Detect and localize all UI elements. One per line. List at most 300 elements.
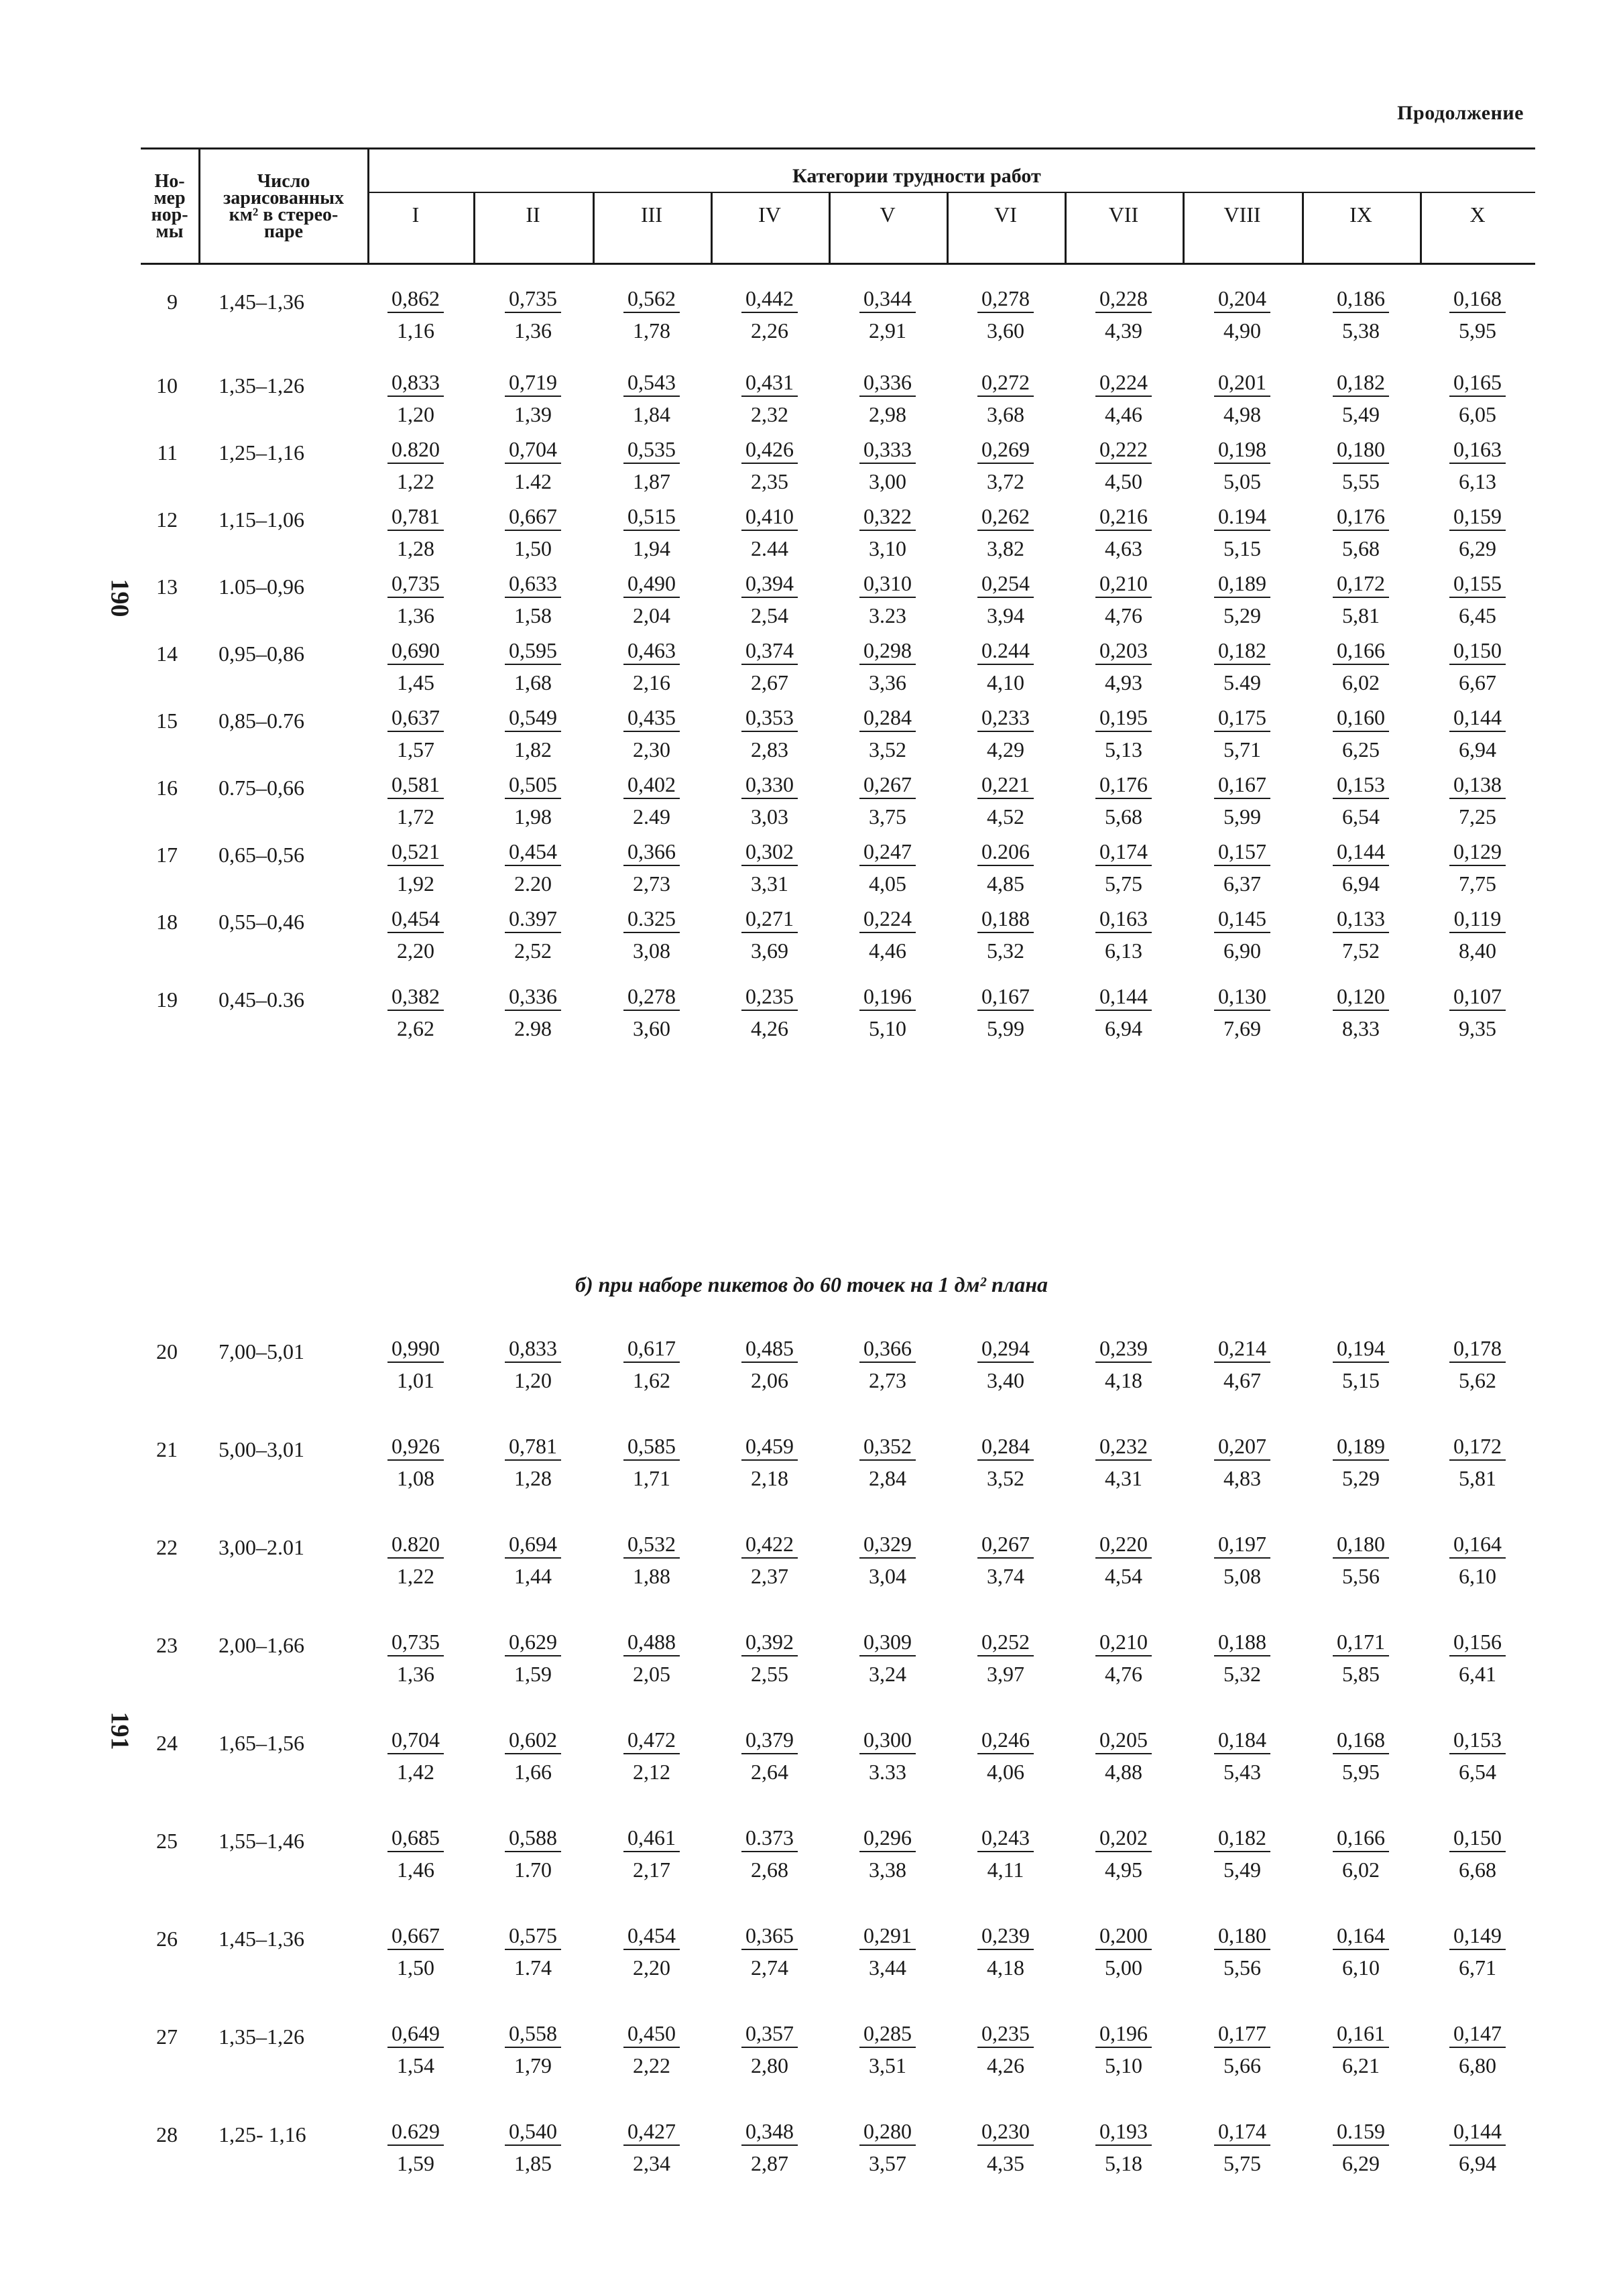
value-fraction bbox=[1195, 840, 1289, 895]
value-fraction bbox=[1077, 1826, 1170, 1881]
value-fraction bbox=[486, 840, 580, 895]
time-norm-value: 0,926 bbox=[392, 1434, 440, 1458]
table-row bbox=[0, 638, 1623, 715]
area-range: 1,45–1,36 bbox=[219, 290, 304, 314]
time-norm-value: 0,427 bbox=[627, 2119, 676, 2143]
output-norm-value: 6,80 bbox=[1459, 2053, 1496, 2077]
time-norm-value: 0,210 bbox=[1099, 1630, 1148, 1654]
output-norm-value: 1,45 bbox=[397, 670, 434, 694]
time-norm-value: 0,147 bbox=[1453, 2021, 1502, 2045]
value-fraction bbox=[1195, 371, 1289, 426]
continuation-label: Продолжение bbox=[1397, 102, 1524, 124]
output-norm-value: 1,54 bbox=[397, 2053, 434, 2077]
time-norm-value: 0,485 bbox=[745, 1336, 794, 1360]
time-norm-value: 0.244 bbox=[981, 638, 1030, 662]
value-fraction bbox=[841, 2120, 935, 2175]
output-norm-value: 5,49 bbox=[1342, 402, 1380, 426]
time-norm-value: 0.820 bbox=[392, 437, 440, 461]
output-norm-value: 1,36 bbox=[397, 1662, 434, 1686]
value-fraction bbox=[486, 773, 580, 828]
output-norm-value: 1,84 bbox=[633, 402, 670, 426]
output-norm-value: 1.42 bbox=[514, 469, 552, 493]
time-norm-value: 0,235 bbox=[745, 984, 794, 1008]
output-norm-value: 4,88 bbox=[1105, 1760, 1142, 1784]
value-fraction bbox=[1077, 1630, 1170, 1685]
area-range: 1,35–1,26 bbox=[219, 373, 304, 398]
output-norm-value: 1,16 bbox=[397, 318, 434, 343]
output-norm-value: 1,50 bbox=[397, 1955, 434, 1980]
output-norm-value: 3,03 bbox=[751, 804, 788, 829]
value-fraction bbox=[486, 572, 580, 627]
value-fraction bbox=[1431, 985, 1524, 1040]
value-fraction bbox=[723, 639, 817, 694]
output-norm-value: 1,58 bbox=[514, 603, 552, 627]
output-norm-value: 3,38 bbox=[869, 1858, 906, 1882]
output-norm-value: 1,39 bbox=[514, 402, 552, 426]
value-fraction bbox=[486, 371, 580, 426]
output-norm-value: 2,68 bbox=[751, 1858, 788, 1882]
time-norm-value: 0,164 bbox=[1337, 1923, 1385, 1947]
time-norm-value: 0,174 bbox=[1218, 2119, 1266, 2143]
value-fraction bbox=[841, 773, 935, 828]
value-fraction bbox=[1195, 985, 1289, 1040]
value-fraction bbox=[1077, 1728, 1170, 1783]
time-norm-value: 0,200 bbox=[1099, 1923, 1148, 1947]
output-norm-value: 1,71 bbox=[633, 1466, 670, 1490]
output-norm-value: 3,97 bbox=[987, 1662, 1024, 1686]
value-fraction bbox=[1077, 1337, 1170, 1392]
value-fraction bbox=[1314, 371, 1408, 426]
value-fraction bbox=[959, 1435, 1053, 1490]
time-norm-value: 0,990 bbox=[392, 1336, 440, 1360]
value-fraction bbox=[369, 1630, 463, 1685]
output-norm-value: 6,41 bbox=[1459, 1662, 1496, 1686]
output-norm-value: 4,98 bbox=[1223, 402, 1261, 426]
output-norm-value: 4,06 bbox=[987, 1760, 1024, 1784]
time-norm-value: 0,120 bbox=[1337, 984, 1385, 1008]
output-norm-value: 3,51 bbox=[869, 2053, 906, 2077]
section-b-title: б) при наборе пикетов до 60 точек на 1 дм² плана bbox=[575, 1272, 1048, 1296]
header-divider-9 bbox=[1183, 192, 1185, 265]
output-norm-value: 2.44 bbox=[751, 536, 788, 560]
time-norm-value: 0,235 bbox=[981, 2021, 1030, 2045]
value-fraction bbox=[841, 1826, 935, 1881]
output-norm-value: 4,67 bbox=[1223, 1368, 1261, 1392]
area-range: 1,25–1,16 bbox=[219, 440, 304, 465]
value-fraction bbox=[486, 1337, 580, 1392]
time-norm-value: 0,214 bbox=[1218, 1336, 1266, 1360]
value-fraction bbox=[841, 1728, 935, 1783]
time-norm-value: 0,207 bbox=[1218, 1434, 1266, 1458]
time-norm-value: 0,182 bbox=[1337, 370, 1385, 394]
time-norm-value: 0,291 bbox=[863, 1923, 912, 1947]
value-fraction bbox=[723, 840, 817, 895]
col-count-line: паре bbox=[263, 221, 304, 242]
output-norm-value: 2,04 bbox=[633, 603, 670, 627]
output-norm-value: 4,85 bbox=[987, 871, 1024, 896]
value-fraction bbox=[605, 840, 699, 895]
value-fraction bbox=[369, 706, 463, 761]
value-fraction bbox=[1314, 1728, 1408, 1783]
norm-number: 14 bbox=[156, 642, 178, 666]
time-norm-value: 0,685 bbox=[392, 1825, 440, 1850]
time-norm-value: 0,365 bbox=[745, 1923, 794, 1947]
output-norm-value: 1,22 bbox=[397, 1564, 434, 1588]
output-norm-value: 2.49 bbox=[633, 804, 670, 829]
output-norm-value: 3,52 bbox=[987, 1466, 1024, 1490]
value-fraction bbox=[486, 985, 580, 1040]
norm-number: 9 bbox=[167, 290, 178, 314]
value-fraction bbox=[1431, 1630, 1524, 1685]
value-fraction bbox=[486, 438, 580, 493]
time-norm-value: 0,168 bbox=[1337, 1728, 1385, 1752]
time-norm-value: 0,272 bbox=[981, 370, 1030, 394]
value-fraction bbox=[605, 371, 699, 426]
output-norm-value: 4,90 bbox=[1223, 318, 1261, 343]
time-norm-value: 0,336 bbox=[863, 370, 912, 394]
time-norm-value: 0,160 bbox=[1337, 705, 1385, 729]
col-norm-line: мы bbox=[156, 221, 184, 242]
value-fraction bbox=[1431, 1728, 1524, 1783]
output-norm-value: 4,26 bbox=[987, 2053, 1024, 2077]
time-norm-value: 0,450 bbox=[627, 2021, 676, 2045]
output-norm-value: 3,04 bbox=[869, 1564, 906, 1588]
value-fraction bbox=[841, 985, 935, 1040]
time-norm-value: 0,426 bbox=[745, 437, 794, 461]
output-norm-value: 1,50 bbox=[514, 536, 552, 560]
time-norm-value: 0,204 bbox=[1218, 286, 1266, 310]
value-fraction bbox=[605, 1532, 699, 1587]
output-norm-value: 3,72 bbox=[987, 469, 1024, 493]
time-norm-value: 0.397 bbox=[509, 906, 557, 930]
time-norm-value: 0,150 bbox=[1453, 1825, 1502, 1850]
value-fraction bbox=[486, 907, 580, 962]
value-fraction bbox=[1431, 639, 1524, 694]
value-fraction bbox=[369, 907, 463, 962]
time-norm-value: 0,690 bbox=[392, 638, 440, 662]
time-norm-value: 0,333 bbox=[863, 437, 912, 461]
output-norm-value: 5.49 bbox=[1223, 670, 1261, 694]
value-fraction bbox=[841, 840, 935, 895]
output-norm-value: 5,55 bbox=[1342, 469, 1380, 493]
output-norm-value: 4,35 bbox=[987, 2151, 1024, 2175]
output-norm-value: 3,68 bbox=[987, 402, 1024, 426]
time-norm-value: 0,197 bbox=[1218, 1532, 1266, 1556]
output-norm-value: 2,62 bbox=[397, 1016, 434, 1040]
value-fraction bbox=[1431, 1435, 1524, 1490]
area-range: 1,45–1,36 bbox=[219, 1927, 304, 1951]
area-range: 2,00–1,66 bbox=[219, 1633, 304, 1657]
value-fraction bbox=[1195, 1435, 1289, 1490]
value-fraction bbox=[1077, 438, 1170, 493]
time-norm-value: 0,184 bbox=[1218, 1728, 1266, 1752]
time-norm-value: 0,145 bbox=[1218, 906, 1266, 930]
time-norm-value: 0,267 bbox=[981, 1532, 1030, 1556]
col-norm-line: мер bbox=[154, 188, 186, 208]
table-row bbox=[0, 1434, 1623, 1511]
area-range: 5,00–3,01 bbox=[219, 1437, 304, 1461]
norm-number: 21 bbox=[156, 1437, 178, 1461]
output-norm-value: 1,22 bbox=[397, 469, 434, 493]
value-fraction bbox=[723, 1924, 817, 1979]
value-fraction bbox=[369, 1337, 463, 1392]
value-fraction bbox=[723, 1826, 817, 1881]
time-norm-value: 0.194 bbox=[1218, 504, 1266, 528]
output-norm-value: 6,68 bbox=[1459, 1858, 1496, 1882]
output-norm-value: 3,40 bbox=[987, 1368, 1024, 1392]
output-norm-value: 3,82 bbox=[987, 536, 1024, 560]
col-norm-line: Но- bbox=[154, 171, 185, 192]
value-fraction bbox=[369, 2022, 463, 2077]
output-norm-value: 5,81 bbox=[1342, 603, 1380, 627]
time-norm-value: 0,298 bbox=[863, 638, 912, 662]
time-norm-value: 0,205 bbox=[1099, 1728, 1148, 1752]
time-norm-value: 0,232 bbox=[1099, 1434, 1148, 1458]
output-norm-value: 1,66 bbox=[514, 1760, 552, 1784]
time-norm-value: 0,203 bbox=[1099, 638, 1148, 662]
value-fraction bbox=[369, 1826, 463, 1881]
value-fraction bbox=[841, 438, 935, 493]
output-norm-value: 1.74 bbox=[514, 1955, 552, 1980]
value-fraction bbox=[841, 1630, 935, 1685]
time-norm-value: 0,694 bbox=[509, 1532, 557, 1556]
value-fraction bbox=[841, 907, 935, 962]
time-norm-value: 0,637 bbox=[392, 705, 440, 729]
time-norm-value: 0,781 bbox=[509, 1434, 557, 1458]
output-norm-value: 4,93 bbox=[1105, 670, 1142, 694]
time-norm-value: 0,575 bbox=[509, 1923, 557, 1947]
value-fraction bbox=[1431, 773, 1524, 828]
output-norm-value: 1,87 bbox=[633, 469, 670, 493]
value-fraction bbox=[486, 2120, 580, 2175]
time-norm-value: 0.629 bbox=[392, 2119, 440, 2143]
output-norm-value: 4,46 bbox=[1105, 402, 1142, 426]
value-fraction bbox=[723, 505, 817, 560]
value-fraction bbox=[369, 840, 463, 895]
time-norm-value: 0,719 bbox=[509, 370, 557, 394]
time-norm-value: 0,133 bbox=[1337, 906, 1385, 930]
output-norm-value: 5,99 bbox=[987, 1016, 1024, 1040]
time-norm-value: 0,176 bbox=[1099, 772, 1148, 796]
value-fraction bbox=[723, 371, 817, 426]
output-norm-value: 1,36 bbox=[514, 318, 552, 343]
norm-number: 25 bbox=[156, 1829, 178, 1853]
output-norm-value: 3,36 bbox=[869, 670, 906, 694]
time-norm-value: 0,210 bbox=[1099, 571, 1148, 595]
output-norm-value: 4,83 bbox=[1223, 1466, 1261, 1490]
area-range: 1,15–1,06 bbox=[219, 507, 304, 532]
value-fraction bbox=[1195, 1924, 1289, 1979]
output-norm-value: 1,72 bbox=[397, 804, 434, 829]
value-fraction bbox=[1195, 1532, 1289, 1587]
value-fraction bbox=[486, 1630, 580, 1685]
output-norm-value: 3,10 bbox=[869, 536, 906, 560]
time-norm-value: 0,172 bbox=[1453, 1434, 1502, 1458]
value-fraction bbox=[1314, 907, 1408, 962]
area-range: 0,55–0,46 bbox=[219, 910, 304, 934]
output-norm-value: 2,18 bbox=[751, 1466, 788, 1490]
time-norm-value: 0,224 bbox=[1099, 370, 1148, 394]
output-norm-value: 3,94 bbox=[987, 603, 1024, 627]
value-fraction bbox=[1077, 572, 1170, 627]
value-fraction bbox=[605, 1728, 699, 1783]
value-fraction bbox=[1077, 985, 1170, 1040]
output-norm-value: 9,35 bbox=[1459, 1016, 1496, 1040]
time-norm-value: 0,735 bbox=[509, 286, 557, 310]
value-fraction bbox=[605, 773, 699, 828]
time-norm-value: 0,488 bbox=[627, 1630, 676, 1654]
output-norm-value: 6,05 bbox=[1459, 402, 1496, 426]
value-fraction bbox=[959, 907, 1053, 962]
output-norm-value: 5,43 bbox=[1223, 1760, 1261, 1784]
time-norm-value: 0,278 bbox=[627, 984, 676, 1008]
header-divider-4 bbox=[593, 192, 595, 265]
time-norm-value: 0,233 bbox=[981, 705, 1030, 729]
value-fraction bbox=[723, 907, 817, 962]
time-norm-value: 0,246 bbox=[981, 1728, 1030, 1752]
output-norm-value: 4,46 bbox=[869, 939, 906, 963]
output-norm-value: 6,94 bbox=[1459, 2151, 1496, 2175]
output-norm-value: 3,31 bbox=[751, 871, 788, 896]
time-norm-value: 0,153 bbox=[1453, 1728, 1502, 1752]
output-norm-value: 1,98 bbox=[514, 804, 552, 829]
time-norm-value: 0,163 bbox=[1099, 906, 1148, 930]
output-norm-value: 2,80 bbox=[751, 2053, 788, 2077]
col-norm-header bbox=[141, 173, 198, 240]
output-norm-value: 5,29 bbox=[1223, 603, 1261, 627]
output-norm-value: 5,75 bbox=[1223, 2151, 1261, 2175]
time-norm-value: 0,254 bbox=[981, 571, 1030, 595]
table-row bbox=[0, 839, 1623, 916]
output-norm-value: 4,63 bbox=[1105, 536, 1142, 560]
value-fraction bbox=[723, 706, 817, 761]
value-fraction bbox=[486, 639, 580, 694]
time-norm-value: 0,182 bbox=[1218, 1825, 1266, 1850]
output-norm-value: 4,10 bbox=[987, 670, 1024, 694]
output-norm-value: 1,59 bbox=[397, 2151, 434, 2175]
output-norm-value: 3,44 bbox=[869, 1955, 906, 1980]
output-norm-value: 1,82 bbox=[514, 737, 552, 762]
output-norm-value: 1,01 bbox=[397, 1368, 434, 1392]
area-range: 1,55–1,46 bbox=[219, 1829, 304, 1853]
time-norm-value: 0,336 bbox=[509, 984, 557, 1008]
output-norm-value: 2,05 bbox=[633, 1662, 670, 1686]
value-fraction bbox=[1431, 438, 1524, 493]
time-norm-value: 0,296 bbox=[863, 1825, 912, 1850]
time-norm-value: 0.206 bbox=[981, 839, 1030, 863]
value-fraction bbox=[959, 505, 1053, 560]
header-divider-11 bbox=[1420, 192, 1422, 265]
value-fraction bbox=[1314, 773, 1408, 828]
output-norm-value: 2,20 bbox=[633, 1955, 670, 1980]
time-norm-value: 0,505 bbox=[509, 772, 557, 796]
value-fraction bbox=[486, 2022, 580, 2077]
output-norm-value: 1,79 bbox=[514, 2053, 552, 2077]
time-norm-value: 0,585 bbox=[627, 1434, 676, 1458]
col-count-header bbox=[200, 173, 367, 240]
output-norm-value: 1,88 bbox=[633, 1564, 670, 1588]
norm-number: 23 bbox=[156, 1633, 178, 1657]
output-norm-value: 1,68 bbox=[514, 670, 552, 694]
time-norm-value: 0,704 bbox=[392, 1728, 440, 1752]
value-fraction bbox=[841, 572, 935, 627]
output-norm-value: 6,54 bbox=[1459, 1760, 1496, 1784]
output-norm-value: 2,30 bbox=[633, 737, 670, 762]
value-fraction bbox=[605, 907, 699, 962]
output-norm-value: 1,44 bbox=[514, 1564, 552, 1588]
time-norm-value: 0,224 bbox=[863, 906, 912, 930]
time-norm-value: 0,167 bbox=[1218, 772, 1266, 796]
time-norm-value: 0,435 bbox=[627, 705, 676, 729]
output-norm-value: 2,12 bbox=[633, 1760, 670, 1784]
output-norm-value: 6,45 bbox=[1459, 603, 1496, 627]
time-norm-value: 0,161 bbox=[1337, 2021, 1385, 2045]
value-fraction bbox=[1077, 505, 1170, 560]
norm-number: 28 bbox=[156, 2122, 178, 2147]
time-norm-value: 0,228 bbox=[1099, 286, 1148, 310]
time-norm-value: 0,271 bbox=[745, 906, 794, 930]
output-norm-value: 2,98 bbox=[869, 402, 906, 426]
time-norm-value: 0,454 bbox=[627, 1923, 676, 1947]
output-norm-value: 1,28 bbox=[397, 536, 434, 560]
output-norm-value: 2,22 bbox=[633, 2053, 670, 2077]
value-fraction bbox=[959, 287, 1053, 342]
area-range: 7,00–5,01 bbox=[219, 1339, 304, 1364]
output-norm-value: 5,38 bbox=[1342, 318, 1380, 343]
output-norm-value: 2,35 bbox=[751, 469, 788, 493]
value-fraction bbox=[605, 438, 699, 493]
area-range: 0,85–0.76 bbox=[219, 709, 304, 733]
category-label: IX bbox=[1349, 202, 1372, 227]
value-fraction bbox=[1431, 2022, 1524, 2077]
time-norm-value: 0,130 bbox=[1218, 984, 1266, 1008]
time-norm-value: 0,402 bbox=[627, 772, 676, 796]
table-row bbox=[0, 1336, 1623, 1413]
time-norm-value: 0,330 bbox=[745, 772, 794, 796]
time-norm-value: 0,178 bbox=[1453, 1336, 1502, 1360]
output-norm-value: 6,21 bbox=[1342, 2053, 1380, 2077]
time-norm-value: 0,302 bbox=[745, 839, 794, 863]
col-norm-line: нор- bbox=[151, 204, 188, 225]
value-fraction bbox=[959, 639, 1053, 694]
output-norm-value: 5,99 bbox=[1223, 804, 1261, 829]
output-norm-value: 1,78 bbox=[633, 318, 670, 343]
table-row bbox=[0, 286, 1623, 363]
categories-title: Категории трудности работ bbox=[792, 165, 1041, 187]
time-norm-value: 0,442 bbox=[745, 286, 794, 310]
time-norm-value: 0,163 bbox=[1453, 437, 1502, 461]
value-fraction bbox=[605, 287, 699, 342]
output-norm-value: 2,91 bbox=[869, 318, 906, 343]
norm-number: 19 bbox=[156, 987, 178, 1012]
output-norm-value: 5,10 bbox=[1105, 2053, 1142, 2077]
output-norm-value: 4,76 bbox=[1105, 1662, 1142, 1686]
time-norm-value: 0,222 bbox=[1099, 437, 1148, 461]
table-row bbox=[0, 2021, 1623, 2098]
header-cat-rule bbox=[367, 192, 1535, 193]
time-norm-value: 0,175 bbox=[1218, 705, 1266, 729]
time-norm-value: 0,165 bbox=[1453, 370, 1502, 394]
time-norm-value: 0.820 bbox=[392, 1532, 440, 1556]
value-fraction bbox=[369, 371, 463, 426]
time-norm-value: 0,202 bbox=[1099, 1825, 1148, 1850]
value-fraction bbox=[1314, 438, 1408, 493]
value-fraction bbox=[1314, 287, 1408, 342]
time-norm-value: 0,595 bbox=[509, 638, 557, 662]
value-fraction bbox=[1077, 287, 1170, 342]
output-norm-value: 2,32 bbox=[751, 402, 788, 426]
value-fraction bbox=[486, 706, 580, 761]
